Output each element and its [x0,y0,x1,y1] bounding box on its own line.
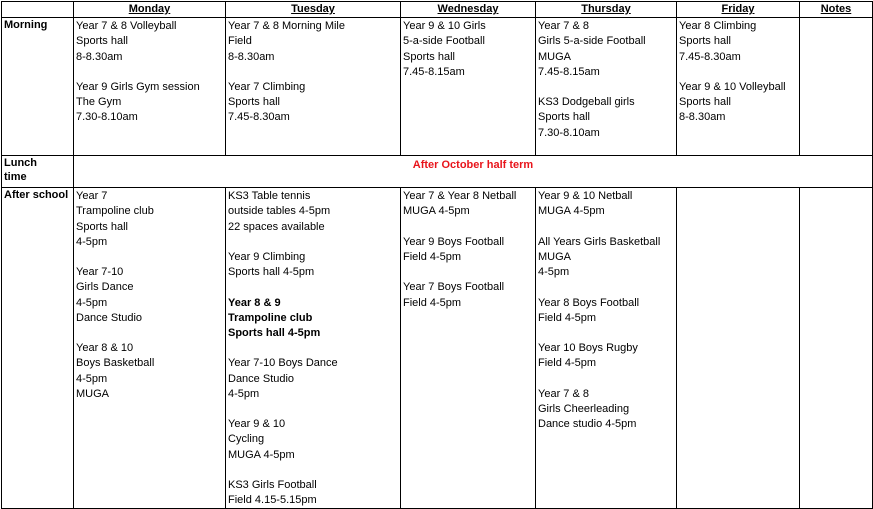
text-line: MUGA 4-5pm [228,448,295,461]
text-line: The Gym [76,96,122,109]
text-line: Year 9 & 10 Girls [403,20,486,33]
cell-after-monday [74,188,226,509]
text-line: Year 8 & 9 [228,296,281,309]
header-corner [2,2,74,18]
header-monday: Monday [74,2,226,18]
header-wednesday: Wednesday [401,2,536,18]
text-line: Field 4-5pm [403,296,462,309]
text-line: 7.45-8.30am [679,50,741,63]
text-line: Girls Dance [76,281,134,294]
text-line [76,65,223,80]
text-line [538,326,674,341]
text-line: Sports hall [403,50,455,63]
header-notes: Notes [800,2,873,18]
text-line [538,280,674,295]
text-line: Year 7 Climbing [228,81,306,93]
lunch-banner: After October half term [74,156,873,188]
text-line: 4-5pm [538,266,570,279]
text-line: 7.45-8.15am [538,65,600,78]
text-line [679,65,797,80]
text-line [228,402,398,417]
text-line: Year 9 Climbing [228,251,306,263]
row-label-lunch [2,156,74,188]
text-line: outside tables 4-5pm [228,205,331,218]
header-friday: Friday [677,2,800,18]
text-line: KS3 Girls Football [228,478,317,491]
text-line: Year 10 Boys Rugby [538,342,638,355]
text-line [228,280,398,295]
text-line: Year 8 Climbing [679,20,757,33]
text-line: 8-8.30am [228,50,275,63]
text-line [76,326,223,341]
row-label-after-school [2,188,74,509]
text-line: Girls 5-a-side Football [538,35,646,48]
text-line: Year 7-10 [76,266,124,279]
text-line: Girls Cheerleading [538,402,630,415]
cell-after-tuesday [226,188,401,509]
text-line: Lunch [4,157,37,170]
text-line: Year 9 & 10 Volleyball [679,81,786,93]
text-line: 8-8.30am [76,50,123,63]
text-line: Field 4-5pm [403,251,462,263]
text-line: Year 9 & 10 Netball [538,190,633,203]
text-line [228,341,398,356]
text-line: 7.30-8.10am [538,126,600,139]
row-morning [2,18,873,156]
text-line: 7.45-8.30am [228,111,290,124]
text-line: Sports hall 4-5pm [228,327,321,339]
cell-morning-friday [677,18,800,156]
text-line: Sports hall [76,220,128,233]
text-line: Year 9 Boys Football [403,235,505,248]
text-line: Boys Basketball [76,357,155,370]
text-line [228,235,398,250]
text-line: 4-5pm [228,387,260,400]
cell-morning-tuesday [226,18,401,156]
text-line: MUGA 4-5pm [403,205,470,218]
header-tuesday: Tuesday [226,2,401,18]
text-line: After school [4,189,69,202]
text-line: MUGA 4-5pm [538,205,605,218]
text-line: Field 4-5pm [538,311,597,324]
text-line: KS3 Table tennis [228,190,311,203]
text-line: 7.45-8.15am [403,65,465,78]
timetable [1,1,873,509]
cell-after-notes [800,188,873,509]
cell-after-friday [677,188,800,509]
text-line: Field 4-5pm [538,357,597,370]
text-line [403,265,533,280]
text-line: 4-5pm [76,296,108,309]
text-line: Sports hall [228,96,280,109]
header-thursday: Thursday [536,2,677,18]
text-line: MUGA [538,251,571,263]
text-line [403,220,533,235]
text-line: Sports hall 4-5pm [228,266,315,279]
text-line [538,220,674,235]
text-line: Trampoline club [76,205,154,218]
text-line: Year 7 Boys Football [403,281,505,294]
text-line: MUGA [76,387,109,400]
text-line: Dance Studio [228,372,295,385]
text-line: Year 8 & 10 [76,342,134,355]
text-line: Sports hall [76,35,128,48]
text-line: Morning [4,19,48,32]
text-line: Dance Studio [76,311,143,324]
text-line: Year 7 & 8 [538,387,589,400]
text-line: Trampoline club [228,311,313,324]
text-line: Sports hall [538,111,590,124]
text-line: 22 spaces available [228,220,325,233]
text-line: 5-a-side Football [403,35,485,48]
text-line: Year 7-10 Boys Dance [228,357,338,370]
text-line: Year 8 Boys Football [538,296,640,309]
text-line: 4-5pm [76,235,108,248]
text-line: Year 9 Girls Gym session [76,81,200,93]
row-label-morning [2,18,74,156]
text-line: MUGA [538,50,571,63]
row-after-school [2,188,873,509]
text-line: Sports hall [679,35,731,48]
text-line [228,65,398,80]
text-line: All Years Girls Basketball [538,235,661,248]
cell-after-thursday [536,188,677,509]
text-line: 7.30-8.10am [76,111,138,124]
text-line [538,372,674,387]
row-lunch [2,156,873,188]
text-line [228,463,398,478]
text-line: Year 7 & Year 8 Netball [403,190,517,203]
text-line: KS3 Dodgeball girls [538,96,635,109]
text-line: time [4,170,27,183]
cell-morning-wednesday [401,18,536,156]
text-line: Sports hall [679,96,731,109]
text-line: Dance studio 4-5pm [538,418,637,431]
text-line [538,80,674,95]
text-line: 8-8.30am [679,111,726,124]
text-line [76,250,223,265]
text-line: Year 7 & 8 Volleyball [76,20,177,33]
text-line: Cycling [228,433,265,446]
cell-after-wednesday [401,188,536,509]
text-line: Year 7 & 8 Morning Mile [228,20,345,33]
text-line: Field [228,35,252,48]
text-line: 4-5pm [76,372,108,385]
text-line: Field 4.15-5.15pm [228,494,317,507]
text-line: Year 7 & 8 [538,20,589,33]
header-row [2,2,873,18]
cell-morning-thursday [536,18,677,156]
cell-morning-notes [800,18,873,156]
text-line: Year 9 & 10 [228,418,286,431]
text-line: Year 7 [76,190,108,203]
cell-morning-monday [74,18,226,156]
